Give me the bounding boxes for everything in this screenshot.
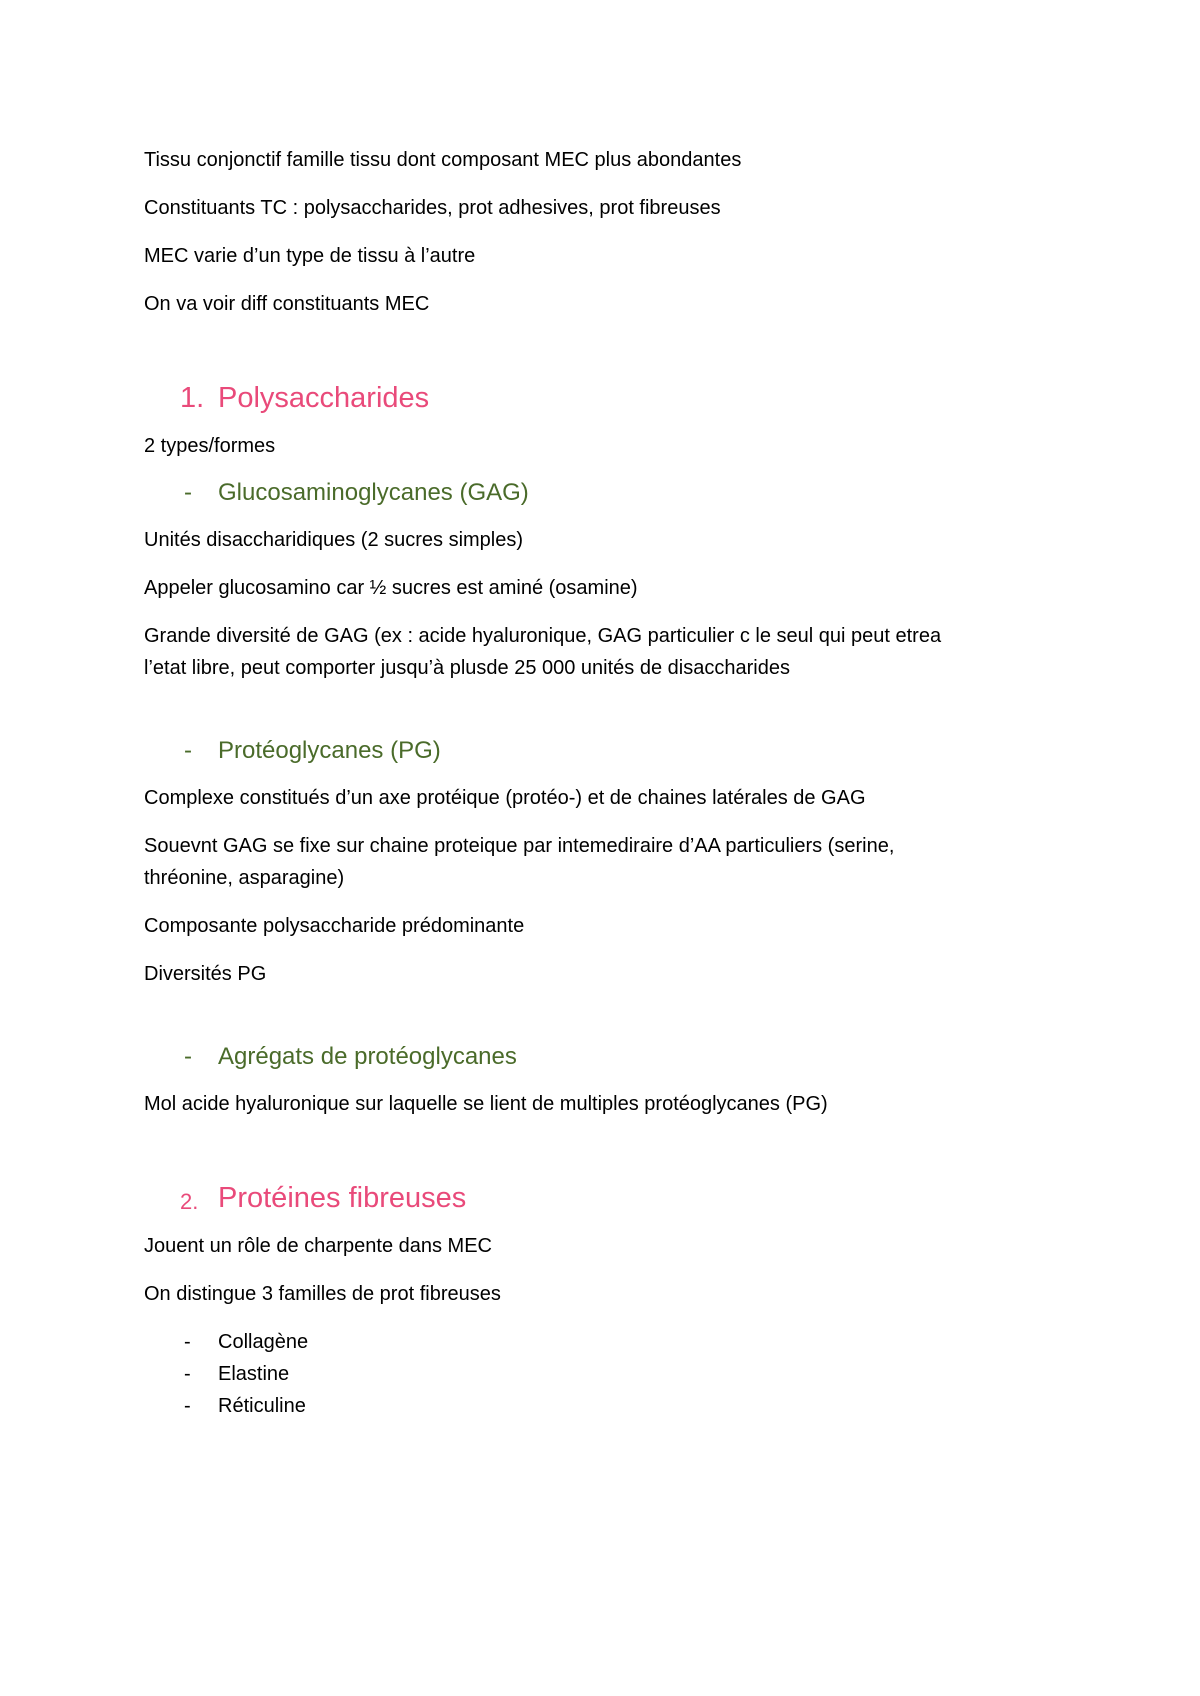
list-dash: - — [184, 1395, 191, 1417]
section-2-number: 2. — [180, 1189, 199, 1214]
intro-line-1: Tissu conjonctif famille tissu dont composant MEC plus abondantes — [144, 149, 742, 171]
list-item — [144, 1358, 1044, 1390]
section-1-title: Polysaccharides — [218, 382, 430, 414]
pg-line-2b: thréonine, asparagine) — [144, 867, 345, 889]
section-2-line-1: Jouent un rôle de charpente dans MEC — [144, 1235, 492, 1257]
fibrous-proteins-list — [144, 1326, 1044, 1422]
gag-line-3b: l’etat libre, peut comporter jusqu’à plusde 25 000 unités de disaccharides — [144, 657, 790, 679]
list-item-label: Collagène — [218, 1331, 309, 1353]
list-item — [144, 1326, 1044, 1358]
pg-line-4: Diversités PG — [144, 963, 267, 985]
subsection-aggregates-dash: - — [184, 1043, 192, 1070]
pg-line-1: Complexe constitués d’un axe protéique (protéo-) et de chaines latérales de GAG — [144, 787, 866, 809]
list-item-label: Elastine — [218, 1363, 290, 1385]
list-item-label: Réticuline — [218, 1395, 306, 1417]
subsection-pg-dash: - — [184, 737, 192, 764]
section-2-line-2: On distingue 3 familles de prot fibreuses — [144, 1283, 501, 1305]
list-item — [144, 1390, 1044, 1422]
intro-line-3: MEC varie d’un type de tissu à l’autre — [144, 245, 476, 267]
subsection-pg-title: Protéoglycanes (PG) — [218, 737, 441, 764]
intro-line-4: On va voir diff constituants MEC — [144, 293, 430, 315]
subsection-gag-heading — [144, 476, 1044, 510]
section-1-number: 1. — [180, 382, 205, 414]
section-2-title: Protéines fibreuses — [218, 1182, 467, 1214]
gag-line-2: Appeler glucosamino car ½ sucres est aminé (osamine) — [144, 577, 638, 599]
gag-line-1: Unités disaccharidiques (2 sucres simples) — [144, 529, 524, 551]
aggregates-line-1: Mol acide hyaluronique sur laquelle se lient de multiples protéoglycanes (PG) — [144, 1093, 828, 1115]
section-1-intro: 2 types/formes — [144, 435, 276, 457]
pg-line-3: Composante polysaccharide prédominante — [144, 915, 525, 937]
subsection-gag-title: Glucosaminoglycanes (GAG) — [218, 479, 529, 506]
subsection-gag-dash: - — [184, 479, 192, 506]
section-1-heading — [144, 378, 1044, 418]
list-dash: - — [184, 1363, 191, 1385]
subsection-aggregates-heading — [144, 1040, 1044, 1074]
document-body — [144, 144, 1044, 1422]
subsection-pg-heading — [144, 734, 1044, 768]
intro-line-2: Constituants TC : polysaccharides, prot adhesives, prot fibreuses — [144, 197, 721, 219]
subsection-aggregates-title: Agrégats de protéoglycanes — [218, 1043, 517, 1070]
gag-line-3a: Grande diversité de GAG (ex : acide hyaluronique, GAG particulier c le seul qui peut etrea — [144, 625, 942, 647]
list-dash: - — [184, 1331, 191, 1353]
section-2-heading — [144, 1178, 1044, 1218]
pg-line-2a: Souevnt GAG se fixe sur chaine proteique par intemediraire d’AA particuliers (serine, — [144, 835, 895, 857]
